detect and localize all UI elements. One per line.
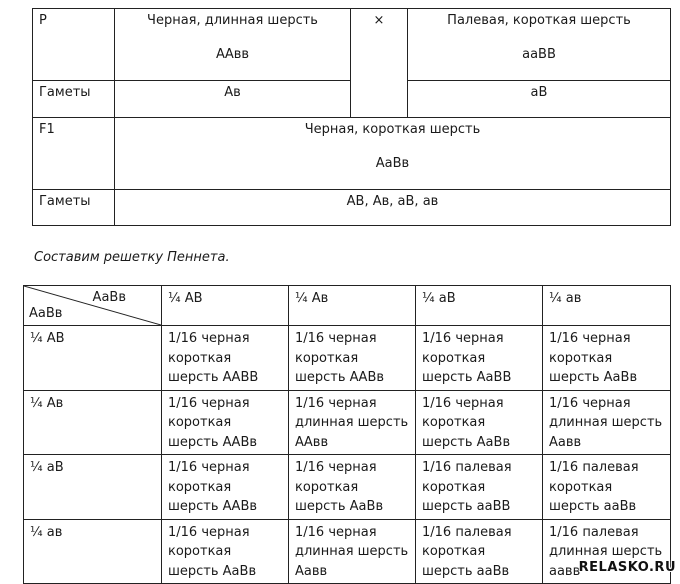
punnett-cell [543,390,671,455]
parent2-genotype: ааВВ [522,47,556,62]
cell-line: 1/16 черная [295,331,377,346]
cell-line: аавв [549,563,581,579]
cell-line: шерсть АаВв [549,370,638,385]
cell-line: короткая [422,350,486,366]
punnett-cell [289,326,416,391]
cell-line: длинная шерсть [295,415,409,430]
crossing-table [32,8,671,226]
cell-line: 1/16 палевая [422,460,512,475]
punnett-cell [416,519,543,584]
cell-line: 1/16 черная [422,395,504,411]
cell-line: короткая [549,479,613,495]
parent2-gamete: аВ [408,81,671,118]
cell-line: 1/16 черная [549,331,631,346]
cell-line: Аавв [549,434,582,450]
punnett-row [24,455,671,520]
parent1-phenotype: Черная, длинная шерсть [147,13,318,28]
punnett-cell [416,326,543,391]
p-label: P [33,9,115,81]
f1-genotype: АаВв [375,156,410,171]
cell-line: короткая [422,415,486,430]
punnett-cell [162,455,289,520]
cell-line: 1/16 палевая [549,524,639,540]
cell-line: 1/16 черная [168,460,250,475]
cell-line: 1/16 черная [295,460,377,475]
cell-line: 1/16 черная [295,395,377,411]
punnett-corner [24,286,162,326]
cell-line: 1/16 черная [168,331,250,346]
f1-label: F1 [33,118,115,190]
punnett-caption: Составим решетку Пеннета. [34,250,230,265]
cell-line: ААвв [295,434,329,450]
punnett-cell [289,519,416,584]
row-header: ¼ аВ [24,455,162,520]
cross-symbol: × [351,9,408,118]
parent1-genotype: ААвв [215,47,250,62]
cell-line: шерсть ААВв [295,370,385,385]
punnett-cell [416,390,543,455]
gametes-label: Гаметы [33,81,115,118]
cell-line: шерсть ААВв [168,499,258,514]
cell-line: короткая [168,350,232,366]
cell-line: короткая [295,350,359,366]
cell-line: шерсть АаВв [168,563,257,579]
cell-line: шерсть АаВв [422,434,511,450]
col-header: ¼ аВ [416,286,543,326]
cell-line: шерсть ААВВ [168,370,259,385]
parent2-phenotype: Палевая, короткая шерсть [447,13,631,28]
cell-line: короткая [168,479,232,495]
cell-line: короткая [168,415,232,430]
cell-line: шерсть ААВв [168,434,258,450]
parent1-cell [115,9,351,81]
watermark-logo: RELASKO.RU [578,560,676,575]
cell-line: длинная шерсть [549,415,663,430]
punnett-cell [543,326,671,391]
cell-line: Аавв [295,563,328,579]
cell-line: шерсть ааВВ [422,499,511,514]
cell-line: 1/16 черная [295,524,377,540]
cell-line: 1/16 палевая [549,460,639,475]
cell-line: шерсть АаВв [295,499,384,514]
cell-line: шерсть АаВВ [422,370,512,385]
f1-cell [115,118,671,190]
parent1-gamete: Ав [115,81,351,118]
cell-line: короткая [549,350,613,366]
cell-line: 1/16 черная [549,395,631,411]
cell-line: шерсть ааВв [549,499,637,514]
parent2-cell [408,9,671,81]
punnett-cell [162,390,289,455]
col-header: ¼ ав [543,286,671,326]
punnett-row [24,519,671,584]
f1-gametes: АВ, Ав, аВ, ав [115,190,671,226]
col-header: ¼ Ав [289,286,416,326]
row-header: ¼ Ав [24,390,162,455]
cell-line: короткая [168,544,232,559]
punnett-cell [289,390,416,455]
corner-bottom-genotype: АаВв [29,305,63,321]
row-header: ¼ АВ [24,326,162,391]
punnett-cell [162,519,289,584]
punnett-row [24,390,671,455]
punnett-cell [289,455,416,520]
cell-line: длинная шерсть [295,544,409,559]
corner-top-genotype: АаВв [92,290,126,305]
cell-line: короткая [422,479,486,495]
cell-line: шерсть ааВв [422,563,510,579]
punnett-square [23,285,671,584]
punnett-row [24,326,671,391]
f1-phenotype: Черная, короткая шерсть [304,122,481,137]
cell-line: короткая [422,544,486,559]
row-header: ¼ ав [24,519,162,584]
cell-line: 1/16 черная [168,395,250,411]
f1-gametes-label: Гаметы [33,190,115,226]
punnett-cell [162,326,289,391]
punnett-cell [416,455,543,520]
cell-line: 1/16 черная [168,524,250,540]
cell-line: длинная шерсть [549,544,663,559]
cell-line: 1/16 черная [422,331,504,346]
cell-line: 1/16 палевая [422,524,512,540]
punnett-cell [543,455,671,520]
cell-line: короткая [295,479,359,495]
col-header: ¼ АВ [162,286,289,326]
